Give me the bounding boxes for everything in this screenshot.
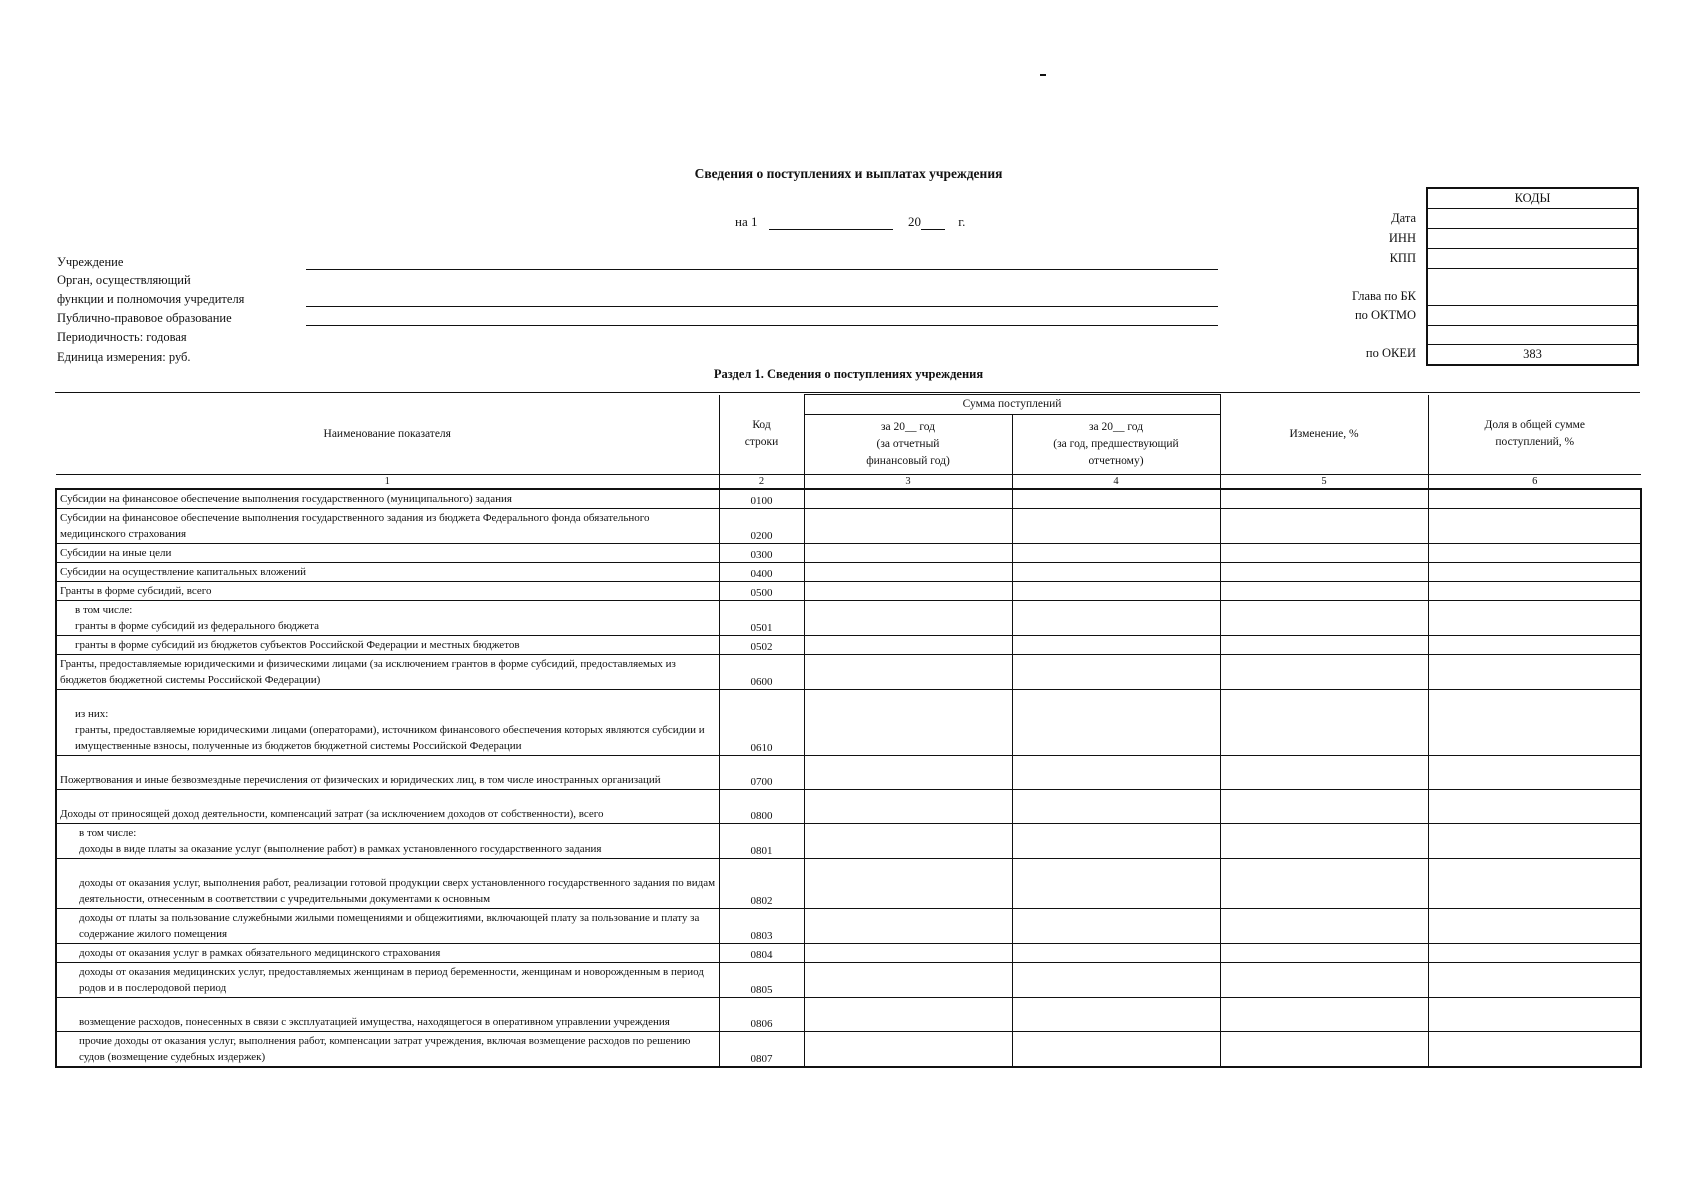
row-name: Пожертвования и иные безвозмездные перечисления от физических и юридических лиц, в том числе иностранных организаций — [56, 756, 719, 790]
row-name: Доходы от приносящей доход деятельности, компенсаций затрат (за исключением доходов от собственности), всего — [56, 790, 719, 824]
row-code: 0807 — [719, 1032, 804, 1068]
row-code: 0100 — [719, 489, 804, 509]
col-number-1: 1 — [56, 475, 719, 490]
col-header-sum: Сумма поступлений — [804, 395, 1220, 415]
label-unit: Единица измерения: руб. — [57, 350, 191, 364]
sum-prev-cell[interactable] — [1012, 601, 1220, 636]
change-cell[interactable] — [1220, 1032, 1428, 1068]
sum-prev-cell[interactable] — [1012, 509, 1220, 544]
codes-box — [1426, 187, 1639, 366]
change-cell[interactable] — [1220, 509, 1428, 544]
table-row — [56, 790, 1641, 824]
col-header-code — [719, 395, 804, 475]
share-cell[interactable] — [1428, 563, 1641, 582]
sum-current-cell[interactable] — [804, 509, 1012, 544]
col-number-3: 3 — [804, 475, 1012, 490]
row-code: 0600 — [719, 655, 804, 690]
codes-header: КОДЫ — [1428, 189, 1637, 209]
sum-current-cell[interactable] — [804, 756, 1012, 790]
change-cell[interactable] — [1220, 636, 1428, 655]
share-cell[interactable] — [1428, 859, 1641, 909]
sum-prev-cell[interactable] — [1012, 636, 1220, 655]
sum-current-cell[interactable] — [804, 998, 1012, 1032]
row-name: Гранты, предоставляемые юридическими и физическими лицами (за исключением грантов в форме субсидий, предоставляемых из бюджетов бюджетной системы Российской Федерации) — [56, 655, 719, 690]
sum-prev-cell[interactable] — [1012, 756, 1220, 790]
row-name: доходы от оказания услуг, выполнения работ, реализации готовой продукции сверх установленного государственного задания по видам деятельности, отнесенным в соответствии с учредительными документами к основным — [56, 859, 719, 909]
sum-prev-cell[interactable] — [1012, 824, 1220, 859]
row-name: прочие доходы от оказания услуг, выполнения работ, компенсации затрат учреждения, включая возмещение расходов по решению судов (возмещение судебных издержек) — [56, 1032, 719, 1068]
change-cell[interactable] — [1220, 824, 1428, 859]
change-cell[interactable] — [1220, 563, 1428, 582]
change-cell[interactable] — [1220, 690, 1428, 756]
sum-prev-cell[interactable] — [1012, 963, 1220, 998]
share-cell[interactable] — [1428, 489, 1641, 509]
sum-current-cell[interactable] — [804, 909, 1012, 944]
codes-label-kpp: КПП — [1389, 251, 1416, 265]
sum-prev-cell[interactable] — [1012, 909, 1220, 944]
share-cell[interactable] — [1428, 582, 1641, 601]
sum-current-line1: за 20__ год — [880, 421, 936, 433]
share-cell[interactable] — [1428, 756, 1641, 790]
row-name: гранты в форме субсидий из бюджетов субъектов Российской Федерации и местных бюджетов — [56, 636, 719, 655]
code-kpp-cell[interactable] — [1428, 249, 1637, 269]
sum-prev-cell[interactable] — [1012, 790, 1220, 824]
page-title: Сведения о поступлениях и выплатах учреждения — [694, 166, 1003, 181]
sum-current-line2: (за отчетный — [876, 438, 940, 450]
sum-prev-cell[interactable] — [1012, 655, 1220, 690]
codes-label-date: Дата — [1391, 211, 1416, 225]
table-body — [56, 489, 1641, 1067]
sum-current-cell[interactable] — [804, 582, 1012, 601]
sum-current-cell[interactable] — [804, 636, 1012, 655]
table-row — [56, 509, 1641, 544]
share-cell[interactable] — [1428, 1032, 1641, 1068]
row-name: Гранты в форме субсидий, всего — [56, 582, 719, 601]
row-name: Субсидии на финансовое обеспечение выполнения государственного задания из бюджета Федерального фонда обязательного медицинского страхования — [56, 509, 719, 544]
code-date-cell[interactable] — [1428, 209, 1637, 229]
share-cell[interactable] — [1428, 636, 1641, 655]
receipts-table — [55, 394, 1642, 1068]
sum-prev-line2: (за год, предшествующий — [1053, 438, 1179, 450]
table-row — [56, 963, 1641, 998]
change-cell[interactable] — [1220, 909, 1428, 944]
code-okei-cell[interactable]: 383 — [1523, 347, 1542, 361]
sum-current-cell[interactable] — [804, 563, 1012, 582]
share-cell[interactable] — [1428, 790, 1641, 824]
share-cell[interactable] — [1428, 544, 1641, 563]
row-code: 0803 — [719, 909, 804, 944]
label-periodicity: Периодичность: годовая — [57, 330, 187, 344]
table-row — [56, 563, 1641, 582]
code-oktmo-cell[interactable] — [1428, 306, 1637, 326]
change-cell[interactable] — [1220, 963, 1428, 998]
sum-current-cell[interactable] — [804, 655, 1012, 690]
row-name: возмещение расходов, понесенных в связи с эксплуатацией имущества, находящегося в оперативном управлении учреждения — [56, 998, 719, 1032]
share-cell[interactable] — [1428, 944, 1641, 963]
change-cell[interactable] — [1220, 544, 1428, 563]
sum-prev-cell[interactable] — [1012, 582, 1220, 601]
table-row — [56, 944, 1641, 963]
table-row — [56, 601, 1641, 636]
share-cell[interactable] — [1428, 655, 1641, 690]
table-row — [56, 824, 1641, 859]
change-cell[interactable] — [1220, 790, 1428, 824]
sum-prev-cell[interactable] — [1012, 690, 1220, 756]
row-name: Субсидии на иные цели — [56, 544, 719, 563]
change-cell[interactable] — [1220, 489, 1428, 509]
share-cell[interactable] — [1428, 601, 1641, 636]
table-row — [56, 1032, 1641, 1068]
date-suffix: г. — [958, 214, 966, 229]
col-header-sum-current — [804, 415, 1012, 475]
sum-current-line3: финансовый год) — [866, 455, 950, 467]
public-entity-line[interactable] — [306, 325, 1218, 326]
row-code: 0801 — [719, 824, 804, 859]
report-date-line — [735, 214, 965, 230]
table-row — [56, 756, 1641, 790]
codes-label-inn: ИНН — [1388, 231, 1416, 245]
founder-line[interactable] — [306, 306, 1218, 307]
row-name: Субсидии на финансовое обеспечение выполнения государственного (муниципального) задания — [56, 489, 719, 509]
col-number-6: 6 — [1428, 475, 1641, 490]
table-row — [56, 859, 1641, 909]
sum-prev-line3: отчетному) — [1088, 455, 1144, 467]
sum-prev-cell[interactable] — [1012, 998, 1220, 1032]
row-name: в том числе: доходы в виде платы за оказание услуг (выполнение работ) в рамках установленного государственного задания — [56, 824, 719, 859]
sum-current-cell[interactable] — [804, 859, 1012, 909]
row-name: доходы от платы за пользование служебными жилыми помещениями и общежитиями, включающей плату за пользование и плату за содержание жилого помещения — [56, 909, 719, 944]
label-founder-functions: функции и полномочия учредителя — [57, 292, 245, 306]
row-name: в том числе: гранты в форме субсидий из федерального бюджета — [56, 601, 719, 636]
row-code: 0610 — [719, 690, 804, 756]
sum-current-cell[interactable] — [804, 944, 1012, 963]
sum-prev-line1: за 20__ год — [1088, 421, 1144, 433]
col-header-sum-prev — [1012, 415, 1220, 475]
col-header-share — [1428, 395, 1641, 475]
row-code: 0501 — [719, 601, 804, 636]
row-code: 0802 — [719, 859, 804, 909]
change-cell[interactable] — [1220, 998, 1428, 1032]
table-row — [56, 655, 1641, 690]
share-cell[interactable] — [1428, 824, 1641, 859]
table-row — [56, 690, 1641, 756]
table-row — [56, 998, 1641, 1032]
share-cell[interactable] — [1428, 963, 1641, 998]
sum-current-cell[interactable] — [804, 824, 1012, 859]
change-cell[interactable] — [1220, 582, 1428, 601]
row-code: 0800 — [719, 790, 804, 824]
sum-current-cell[interactable] — [804, 1032, 1012, 1068]
date-year-prefix: 20 — [907, 214, 921, 229]
table-row — [56, 909, 1641, 944]
sum-prev-cell[interactable] — [1012, 859, 1220, 909]
label-institution: Учреждение — [57, 255, 124, 269]
row-code: 0400 — [719, 563, 804, 582]
row-code: 0500 — [719, 582, 804, 601]
row-code: 0300 — [719, 544, 804, 563]
scan-mark — [1040, 74, 1046, 76]
sum-prev-cell[interactable] — [1012, 544, 1220, 563]
change-cell[interactable] — [1220, 859, 1428, 909]
sum-current-cell[interactable] — [804, 790, 1012, 824]
sum-current-cell[interactable] — [804, 963, 1012, 998]
sum-prev-cell[interactable] — [1012, 944, 1220, 963]
table-row — [56, 582, 1641, 601]
row-code: 0805 — [719, 963, 804, 998]
table-top-rule — [55, 392, 1640, 393]
row-code: 0804 — [719, 944, 804, 963]
col-header-change: Изменение, % — [1220, 395, 1428, 475]
change-cell[interactable] — [1220, 756, 1428, 790]
share-cell[interactable] — [1428, 509, 1641, 544]
change-cell[interactable] — [1220, 944, 1428, 963]
sum-current-cell[interactable] — [804, 489, 1012, 509]
row-name: доходы от оказания медицинских услуг, предоставляемых женщинам в период беременности, женщинам и новорожденным в период родов и в послеродовой период — [56, 963, 719, 998]
table-row — [56, 636, 1641, 655]
code-spacer-cell — [1428, 326, 1637, 345]
section-title: Раздел 1. Сведения о поступлениях учреждения — [713, 367, 984, 381]
row-name: из них: гранты, предоставляемые юридическими лицами (операторами), источником финансового обеспечения которых являются субсидии и имущественные взносы, полученные из бюджетов бюджетной системы Российской Федерации — [56, 690, 719, 756]
share-cell[interactable] — [1428, 909, 1641, 944]
code-bk-cell[interactable] — [1428, 269, 1637, 306]
share-cell[interactable] — [1428, 998, 1641, 1032]
col-header-name: Наименование показателя — [56, 395, 719, 475]
col-number-5: 5 — [1220, 475, 1428, 490]
table-row — [56, 544, 1641, 563]
col-header-share-text: Доля в общей сумме поступлений, % — [1484, 419, 1585, 449]
institution-line[interactable] — [306, 269, 1218, 270]
codes-label-bk: Глава по БК — [1351, 289, 1416, 303]
row-name: доходы от оказания услуг в рамках обязательного медицинского страхования — [56, 944, 719, 963]
row-code: 0200 — [719, 509, 804, 544]
label-public-entity: Публично-правовое образование — [57, 311, 232, 325]
row-code: 0700 — [719, 756, 804, 790]
change-cell[interactable] — [1220, 655, 1428, 690]
row-code: 0806 — [719, 998, 804, 1032]
share-cell[interactable] — [1428, 690, 1641, 756]
col-number-2: 2 — [719, 475, 804, 490]
col-header-code-text: Код строки — [744, 419, 779, 449]
codes-label-okei: по ОКЕИ — [1365, 346, 1416, 360]
codes-label-oktmo: по ОКТМО — [1354, 308, 1416, 322]
sum-prev-cell[interactable] — [1012, 563, 1220, 582]
row-name: Субсидии на осуществление капитальных вложений — [56, 563, 719, 582]
table-row — [56, 489, 1641, 509]
sum-current-cell[interactable] — [804, 544, 1012, 563]
change-cell[interactable] — [1220, 601, 1428, 636]
sum-current-cell[interactable] — [804, 690, 1012, 756]
sum-current-cell[interactable] — [804, 601, 1012, 636]
label-founder-organ: Орган, осуществляющий — [57, 273, 191, 287]
row-code: 0502 — [719, 636, 804, 655]
code-inn-cell[interactable] — [1428, 229, 1637, 249]
sum-prev-cell[interactable] — [1012, 1032, 1220, 1068]
col-number-4: 4 — [1012, 475, 1220, 490]
sum-prev-cell[interactable] — [1012, 489, 1220, 509]
date-prefix: на 1 — [735, 214, 758, 229]
date-day-month-blank[interactable] — [769, 217, 893, 230]
date-year-blank[interactable] — [921, 217, 945, 230]
